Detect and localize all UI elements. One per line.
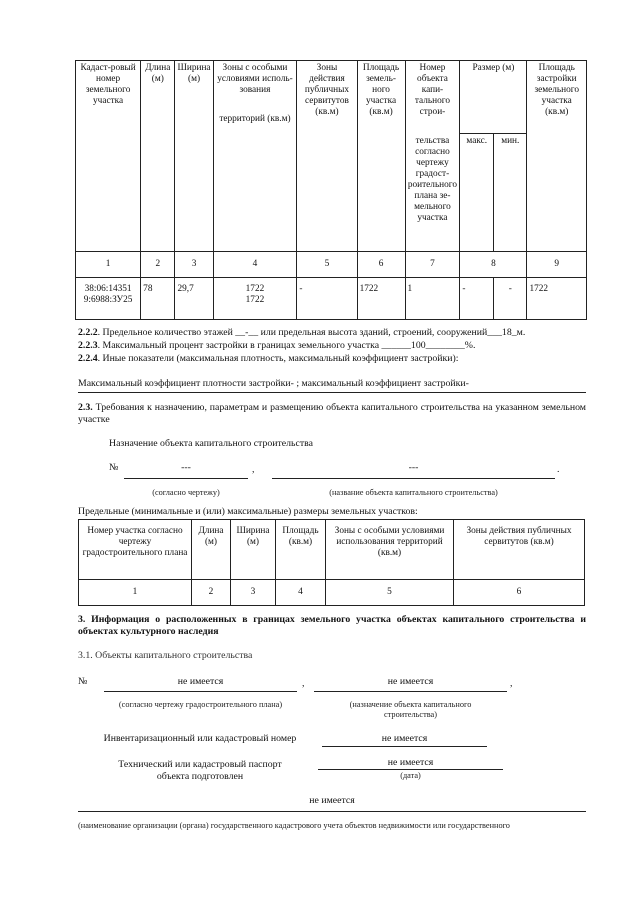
s3-caption-name: (назначение объекта капитального строительства) (349, 700, 472, 719)
cell-object-number: 1 (405, 278, 460, 320)
date-caption: (дата) (400, 771, 421, 780)
s3-number-sign: № (78, 676, 88, 687)
t2-header-plot-number: Номер участка согласно чертежу градостроительного плана (79, 520, 192, 580)
organization-caption: (наименование организации (органа) государственного кадастрового учета объектов недвижимости или государственного (78, 821, 510, 830)
drawing-number-value: --- (181, 462, 191, 473)
cell-size-min: - (494, 278, 527, 320)
item-2-2-4 (78, 353, 459, 365)
t2-header-servitude: Зоны действия публичных сервитутов (кв.м) (454, 520, 585, 580)
header-zones-a: Зоны с особыми условиями исполь-зования (217, 63, 293, 95)
header-build-area: Площадь застройки земельного участка (кв.м) (527, 61, 587, 252)
colnum-4: 4 (213, 252, 297, 278)
drawing-number-line (124, 478, 248, 479)
passport-line (318, 769, 503, 770)
cell-zones (213, 278, 297, 320)
header-size: Размер (м) (460, 61, 527, 134)
cell-width: 29,7 (175, 278, 213, 320)
t2-header-zones: Зоны с особыми условиями использования территорий (кв.м) (326, 520, 454, 580)
passport-label: Технический или кадастровый паспорт объекта подготовлен (118, 759, 282, 782)
header-size-min: мин. (494, 134, 527, 252)
inventory-value: не имеется (381, 733, 428, 744)
colnum-8: 8 (460, 252, 527, 278)
header-objnum-b: тельства согласно чертежу градост-роительного плана зе-мельного участка (407, 136, 458, 223)
item-2-2-2-text: . Предельное количество этажей __-__ или предельная высота зданий, строений, сооружений___18_м. (97, 327, 526, 338)
t2-header-length: Длина (м) (192, 520, 231, 580)
header-length: Длина (м) (141, 61, 175, 252)
item-2-2-4-text: . Иные показатели (максимальная плотность, максимальный коэффициент застройки): (97, 353, 459, 364)
passport-value: не имеется (387, 757, 434, 768)
cell-servitude: - (297, 278, 357, 320)
colnum-3: 3 (175, 252, 213, 278)
t2-header-area: Площадь (кв.м) (276, 520, 326, 580)
subsection-3-1: 3.1. Объекты капитального строительства (78, 650, 253, 661)
t2-colnum-5: 5 (326, 580, 454, 606)
comma: , (252, 464, 255, 475)
item-2-2-4-number: 2.2.4 (78, 353, 98, 364)
s3-name-value: не имеется (387, 676, 434, 687)
section-3-title: 3. Информация о расположенных в границах земельного участка объектах капитального строительства и объектах культурного наследия (78, 614, 586, 637)
header-size-max: макс. (460, 134, 494, 252)
s3-caption-drawing: (согласно чертежу градостроительного плана) (118, 700, 283, 709)
caption-object-name: (название объекта капитального строительства) (329, 488, 498, 497)
s3-name-line (314, 691, 507, 692)
section-2-3 (78, 402, 586, 426)
colnum-9: 9 (527, 252, 587, 278)
parameters-table (75, 60, 587, 320)
inventory-label: Инвентаризационный или кадастровый номер (103, 733, 297, 744)
caption-drawing: (согласно чертежу) (152, 488, 220, 497)
colnum-1: 1 (76, 252, 141, 278)
t2-colnum-4: 4 (276, 580, 326, 606)
cell-area: 1722 (357, 278, 405, 320)
object-name-line (272, 478, 555, 479)
t2-header-width: Ширина (м) (231, 520, 276, 580)
item-2-2-2 (78, 327, 525, 339)
cell-build-area: 1722 (527, 278, 587, 320)
organization-line (78, 811, 586, 812)
purpose-title: Назначение объекта капитального строительства (109, 438, 313, 449)
item-2-2-3-number: 2.2.3 (78, 340, 98, 351)
cell-size-max: - (460, 278, 494, 320)
header-zones (213, 61, 297, 252)
s3-drawing-line (104, 691, 297, 692)
organization-value: не имеется (309, 795, 355, 806)
cell-length: 78 (141, 278, 175, 320)
max-coefficient-line: Максимальный коэффициент плотности застройки- ; максимальный коэффициент застройки- (78, 378, 469, 389)
number-sign: № (109, 462, 119, 473)
cell-cadastral: 38:06:14351 9:6988:ЗУ25 (76, 278, 141, 320)
header-object-number (405, 61, 460, 252)
t2-colnum-2: 2 (192, 580, 231, 606)
item-2-2-3 (78, 340, 475, 352)
s3-comma-1: , (302, 678, 305, 689)
inventory-line (322, 746, 487, 747)
divider (78, 392, 586, 393)
section-2-3-number: 2.3. (78, 402, 93, 413)
s3-drawing-value: не имеется (177, 676, 224, 687)
header-servitude: Зоны действия публичных сервитутов (кв.м) (297, 61, 357, 252)
limits-table (78, 519, 585, 606)
header-objnum-a: Номер объекта капи-тального строи- (414, 63, 450, 117)
cell-zones-value: 1722 1722 (245, 284, 265, 305)
period: . (557, 464, 560, 475)
colnum-6: 6 (357, 252, 405, 278)
header-area: Площадь земель-ного участка (кв.м) (357, 61, 405, 252)
object-name-value: --- (408, 462, 419, 473)
colnum-2: 2 (141, 252, 175, 278)
limits-title: Предельные (минимальные и (или) максимальные) размеры земельных участков: (78, 506, 418, 517)
s3-comma-2: , (510, 678, 513, 689)
header-cadastral: Кадаст-ровый номер земельного участка (76, 61, 141, 252)
header-width: Ширина (м) (175, 61, 213, 252)
item-2-2-2-number: 2.2.2 (78, 327, 98, 338)
section-2-3-text: Требования к назначению, параметрам и размещению объекта капитального строительства на указанном земельном участке (78, 402, 586, 425)
colnum-7: 7 (405, 252, 460, 278)
t2-colnum-3: 3 (231, 580, 276, 606)
t2-colnum-1: 1 (79, 580, 192, 606)
item-2-2-3-text: . Максимальный процент застройки в границах земельного участка ______100________%. (97, 340, 476, 351)
header-zones-b: территорий (кв.м) (219, 114, 291, 124)
t2-colnum-6: 6 (454, 580, 585, 606)
colnum-5: 5 (297, 252, 357, 278)
